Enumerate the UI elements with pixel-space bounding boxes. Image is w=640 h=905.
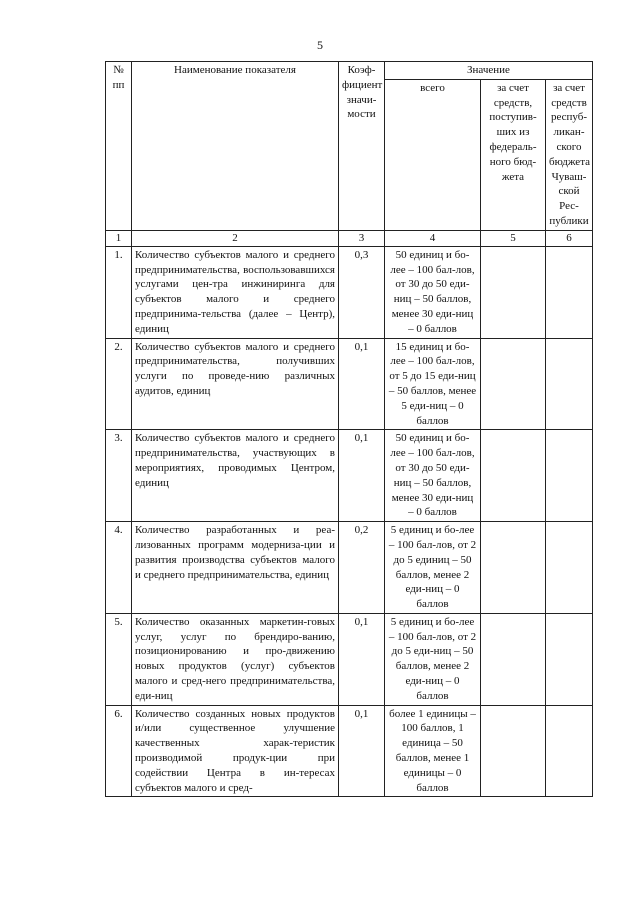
header-republic: за счет средств респуб-ликан-ского бюджета Чуваш-ской Рес-публики <box>546 79 593 230</box>
coefficient: 0,1 <box>339 705 385 797</box>
value-total: 5 единиц и бо-лее – 100 бал-лов, от 2 до 5 единиц – 50 баллов, менее 2 еди-ниц – 0 баллов <box>385 522 481 614</box>
indicator-name: Количество разработанных и реа-лизованных программ модерниза-ции и развития производства субъектов малого и среднего предпринимательства, единиц <box>132 522 339 614</box>
value-federal <box>481 338 546 430</box>
value-federal <box>481 430 546 522</box>
value-federal <box>481 522 546 614</box>
table-row <box>106 613 593 705</box>
value-total: более 1 единицы – 100 баллов, 1 единица – 50 баллов, менее 1 единицы – 0 баллов <box>385 705 481 797</box>
value-federal <box>481 705 546 797</box>
value-republic <box>546 246 593 338</box>
indicator-name: Количество созданных новых продуктов и/или существенное улучшение качественных харак-теристик производимой продук-ции при содействии Центра в ин-тересах субъектов малого и сред- <box>132 705 339 797</box>
header-total: всего <box>385 79 481 230</box>
column-number: 4 <box>385 230 481 246</box>
value-republic <box>546 522 593 614</box>
value-total: 50 единиц и бо-лее – 100 бал-лов, от 30 до 50 еди-ниц – 50 баллов, менее 30 еди-ниц – 0 баллов <box>385 430 481 522</box>
row-number: 3. <box>106 430 132 522</box>
indicator-name: Количество оказанных маркетин-говых услуг, услуг по брендиро-ванию, позиционированию и про-движению новых продуктов (услуг) субъектов малого и сред-него предпринимательства, еди-ниц <box>132 613 339 705</box>
value-federal <box>481 613 546 705</box>
table-row <box>106 522 593 614</box>
coefficient: 0,3 <box>339 246 385 338</box>
coefficient: 0,1 <box>339 338 385 430</box>
column-number-row <box>106 230 593 246</box>
value-republic <box>546 338 593 430</box>
coefficient: 0,1 <box>339 430 385 522</box>
header-row <box>106 62 593 80</box>
table-row <box>106 338 593 430</box>
value-total: 15 единиц и бо-лее – 100 бал-лов, от 5 до 15 еди-ниц – 50 баллов, менее 5 еди-ниц – 0 баллов <box>385 338 481 430</box>
table-row <box>106 246 593 338</box>
indicator-name: Количество субъектов малого и среднего предпринимательства, воспользовавшихся услугами цен-тра инжиниринга для субъектов малого и среднего предпринима-тельства (далее – Центр), единиц <box>132 246 339 338</box>
indicator-name: Количество субъектов малого и среднего предпринимательства, участвующих в мероприятиях, проводимых Центром, единиц <box>132 430 339 522</box>
value-total: 50 единиц и бо-лее – 100 бал-лов, от 30 до 50 еди-ниц – 50 баллов, менее 30 еди-ниц – 0 баллов <box>385 246 481 338</box>
indicator-name: Количество субъектов малого и среднего предпринимательства, получивших услуги по проведе-нию различных аудитов, единиц <box>132 338 339 430</box>
row-number: 5. <box>106 613 132 705</box>
column-number: 6 <box>546 230 593 246</box>
row-number: 6. <box>106 705 132 797</box>
value-total: 5 единиц и бо-лее – 100 бал-лов, от 2 до 5 еди-ниц – 50 баллов, менее 2 еди-ниц – 0 баллов <box>385 613 481 705</box>
header-value: Значение <box>385 62 593 80</box>
column-number: 2 <box>132 230 339 246</box>
value-republic <box>546 705 593 797</box>
coefficient: 0,1 <box>339 613 385 705</box>
value-federal <box>481 246 546 338</box>
row-number: 1. <box>106 246 132 338</box>
value-republic <box>546 613 593 705</box>
header-federal: за счет средств, поступив-ших из федераль-ного бюд-жета <box>481 79 546 230</box>
table-row <box>106 430 593 522</box>
value-republic <box>546 430 593 522</box>
column-number: 5 <box>481 230 546 246</box>
column-number: 1 <box>106 230 132 246</box>
row-number: 4. <box>106 522 132 614</box>
header-indicator-name: Наименование показателя <box>132 62 339 231</box>
row-number: 2. <box>106 338 132 430</box>
header-number: № пп <box>106 62 132 231</box>
column-number: 3 <box>339 230 385 246</box>
header-coefficient: Коэф-фициент значи-мости <box>339 62 385 231</box>
table-row <box>106 705 593 797</box>
coefficient: 0,2 <box>339 522 385 614</box>
indicators-table <box>105 61 593 797</box>
page-number: 5 <box>317 38 323 52</box>
